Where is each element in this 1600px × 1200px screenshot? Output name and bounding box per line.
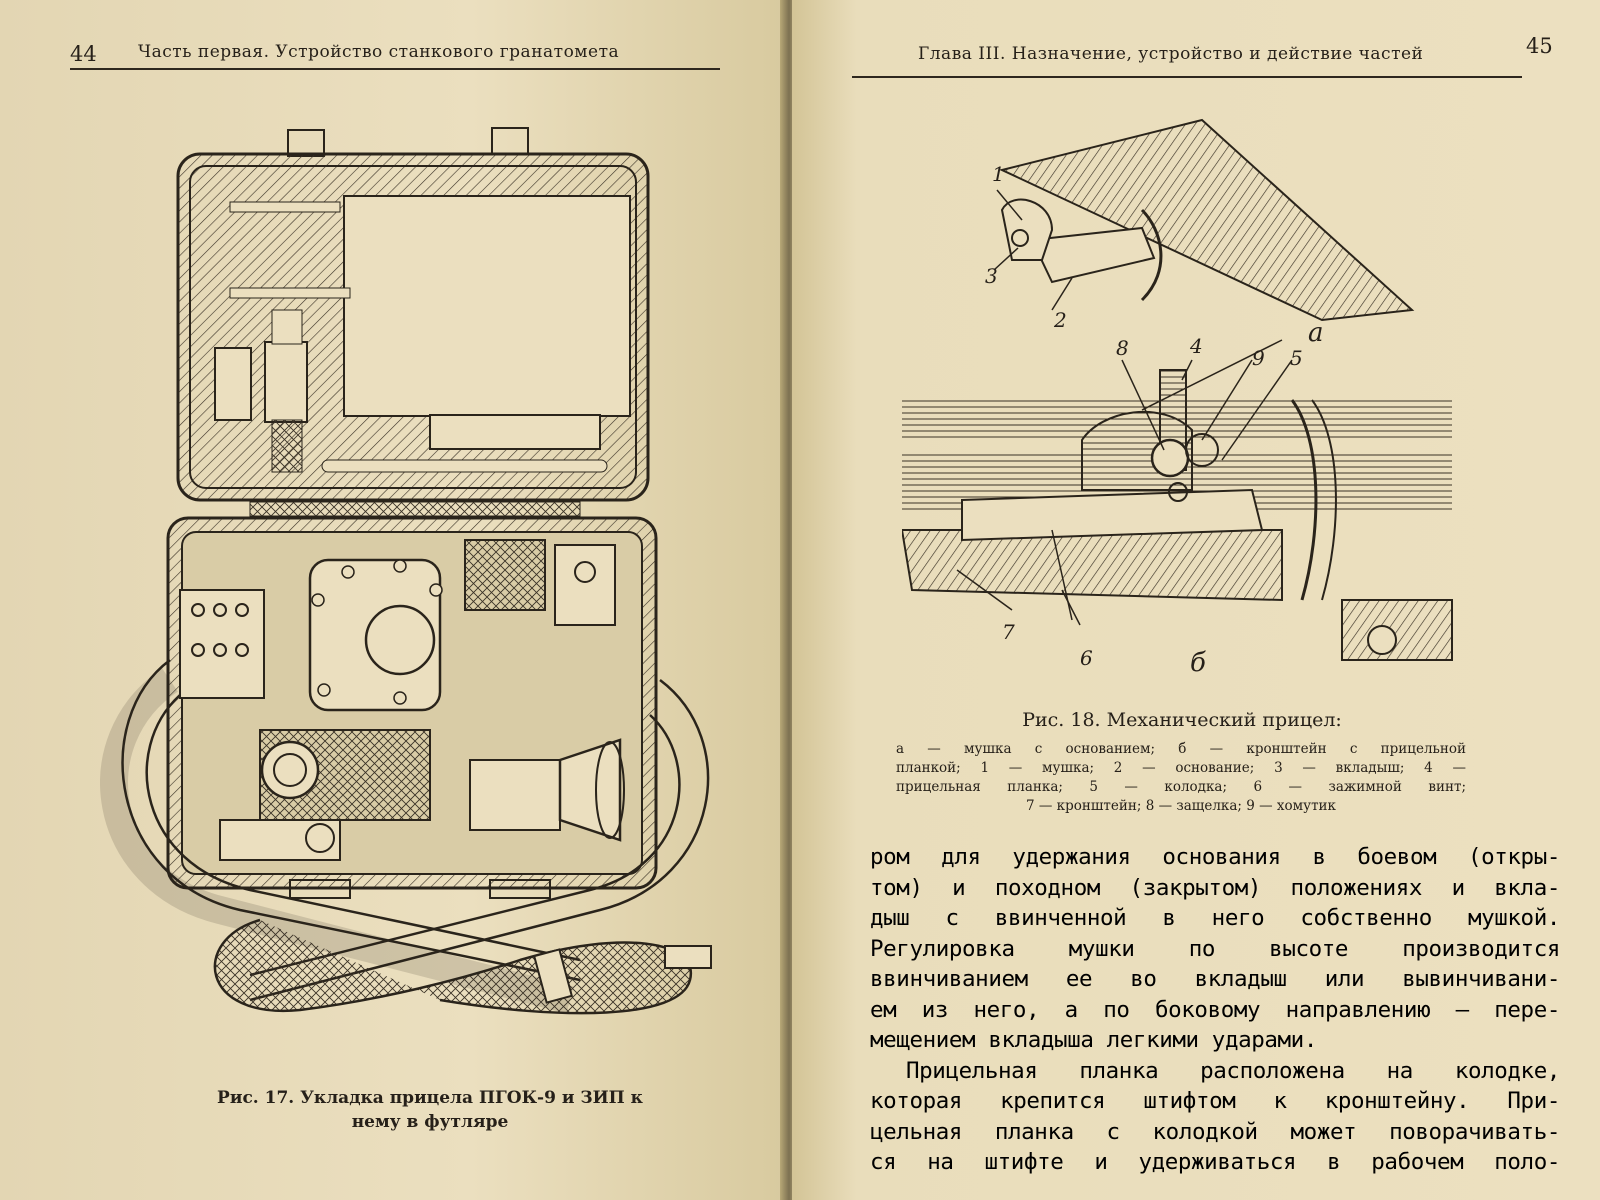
figure-18-legend	[896, 740, 1466, 816]
text-line: цельная планка с колодкой может поворачивать-	[870, 1118, 1560, 1145]
figure-17-caption-line2: нему в футляре	[351, 1112, 509, 1132]
figure-label-4: 4	[1190, 334, 1203, 358]
text-line: Регулировка мушки по высоте производится	[870, 935, 1560, 962]
text-line: ром для удержания основания в боевом (откры-	[870, 844, 1560, 870]
text-line: ем из него, а по боковому направлению — пере-	[870, 996, 1560, 1023]
figure-18-mechanical-sight	[902, 110, 1462, 680]
figure-label-5: 5	[1290, 346, 1303, 370]
sight-case-drawing	[100, 120, 740, 1060]
legend-line: планкой; 1 — мушка; 2 — основание; 3 — вкладыш; 4 —	[896, 760, 1466, 776]
figure-label-9: 9	[1252, 346, 1265, 370]
figure-17-caption	[150, 1086, 710, 1134]
figure-label-6: 6	[1080, 646, 1093, 670]
text-line: мещением вкладыша легкими ударами.	[870, 1027, 1317, 1053]
figure-label-1: 1	[992, 162, 1005, 186]
mechanical-sight-drawing	[902, 110, 1462, 680]
running-head-right: Глава III. Назначение, устройство и действие частей	[918, 44, 1424, 64]
figure-label-2: 2	[1054, 308, 1067, 332]
left-page	[0, 0, 786, 1200]
figure-label-7: 7	[1002, 620, 1015, 644]
legend-line: а — мушка с основанием; б — кронштейн с прицельной	[896, 741, 1466, 757]
text-line: которая крепится штифтом к кронштейну. При-	[870, 1088, 1560, 1114]
header-rule-right	[852, 76, 1522, 78]
lid	[178, 128, 648, 500]
figure-17-case-illustration	[100, 120, 740, 1060]
body-text	[870, 842, 1560, 1178]
figure-18-title: Рис. 18. Механический прицел:	[1022, 709, 1342, 731]
figure-label-a: а	[1308, 318, 1324, 348]
text-line: Прицельная планка расположена на колодке,	[906, 1057, 1560, 1084]
text-line: дыш с ввинченной в него собственно мушкой.	[870, 905, 1560, 931]
hinge	[250, 502, 580, 516]
page-number-left: 44	[70, 42, 97, 66]
case-body	[168, 518, 656, 898]
figure-label-b: б	[1190, 648, 1206, 678]
text-line: ввинчиванием ее во вкладыш или вывинчивани-	[870, 966, 1560, 992]
legend-line: 7 — кронштейн; 8 — защелка; 9 — хомутик	[1025, 798, 1336, 814]
figure-label-8: 8	[1116, 336, 1129, 360]
figure-label-3: 3	[985, 264, 998, 288]
text-line: том) и походном (закрытом) положениях и вкла-	[870, 874, 1560, 901]
view-b-bracket-with-sight-bar	[902, 360, 1452, 660]
figure-17-caption-line1: Рис. 17. Укладка прицела ПГОК-9 и ЗИП к	[217, 1088, 643, 1108]
page-number-right: 45	[1526, 34, 1553, 58]
legend-line: прицельная планка; 5 — колодка; 6 — зажимной винт;	[896, 779, 1466, 795]
text-line: ся на штифте и удерживаться в рабочем поло-	[870, 1149, 1560, 1175]
header-rule-left	[70, 68, 720, 70]
running-head-left: Часть первая. Устройство станкового гранатомета	[138, 42, 620, 62]
view-a-front-sight	[994, 120, 1412, 410]
